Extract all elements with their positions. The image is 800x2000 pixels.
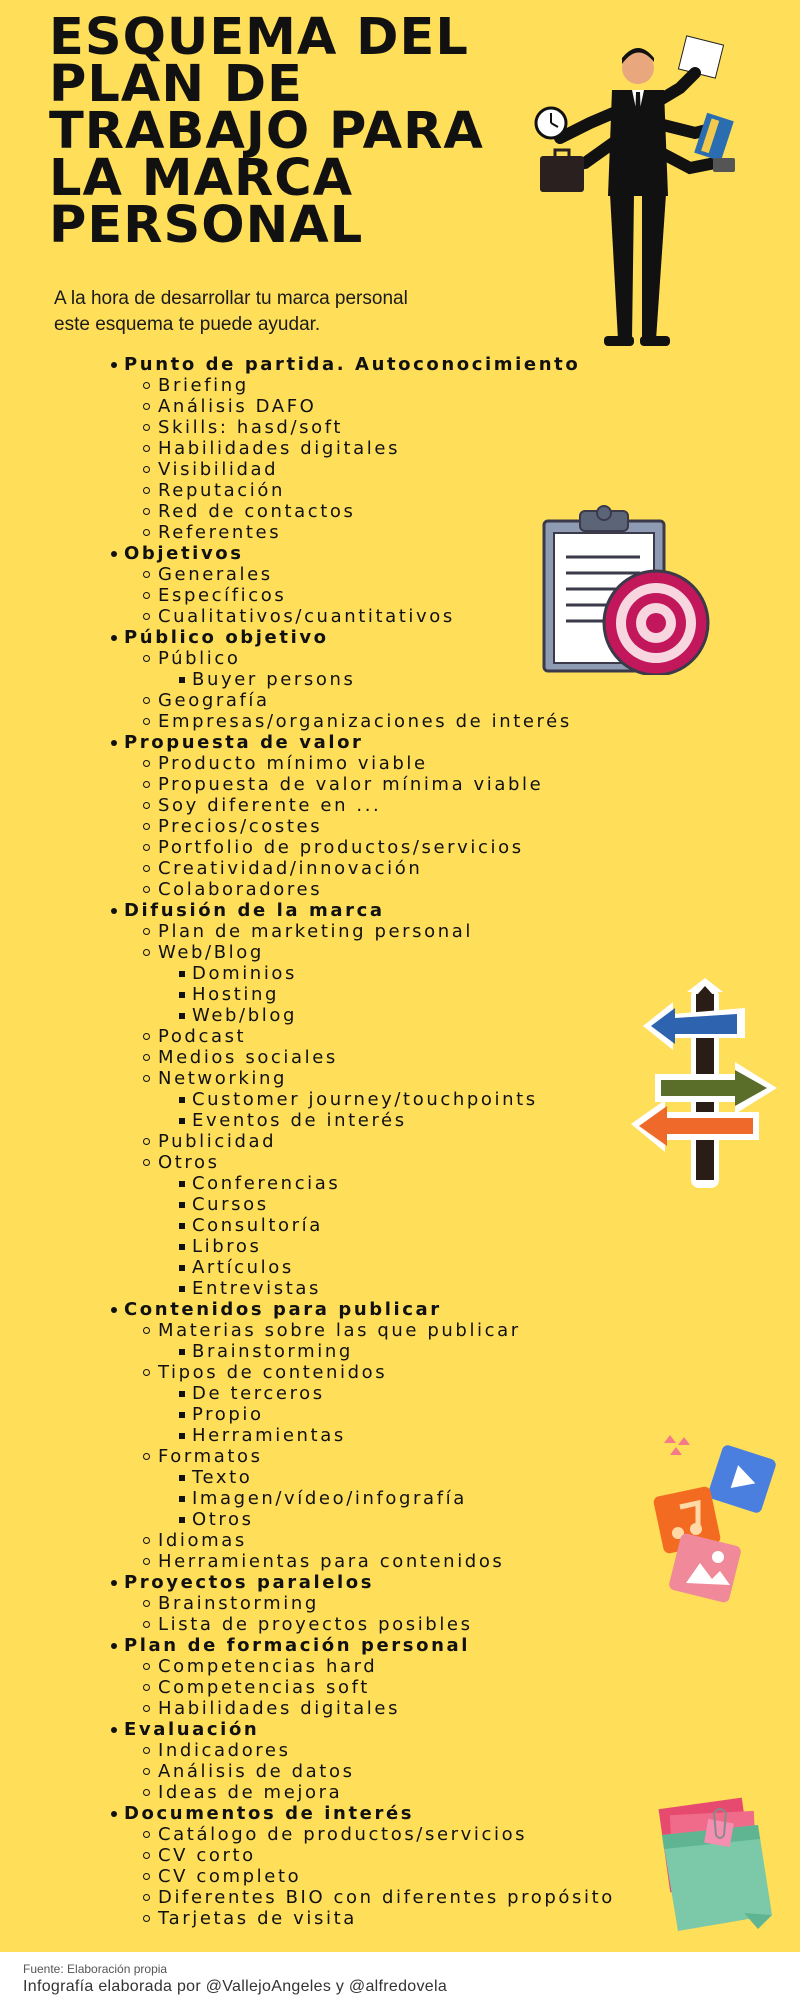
detail-item: Hosting [90, 984, 670, 1005]
section-item: Evaluación [90, 1719, 670, 1740]
detail-item: Web/blog [90, 1005, 670, 1026]
subsection-item: Lista de proyectos posibles [90, 1614, 670, 1635]
subsection-item: Empresas/organizaciones de interés [90, 711, 670, 732]
subsection-item: Habilidades digitales [90, 438, 670, 459]
intro-line: A la hora de desarrollar tu marca personal [54, 288, 408, 309]
subsection-item: Briefing [90, 375, 670, 396]
subsection-item: Red de contactos [90, 501, 670, 522]
section-item: Público objetivo [90, 627, 670, 648]
subsection-item: Skills: hasd/soft [90, 417, 670, 438]
subsection-item: CV completo [90, 1866, 670, 1887]
subsection-item: Indicadores [90, 1740, 670, 1761]
subsection-item: Ideas de mejora [90, 1782, 670, 1803]
clipboard-target-icon [540, 505, 715, 675]
subsection-item: Colaboradores [90, 879, 670, 900]
subsection-item: Público [90, 648, 670, 669]
title-line: PERSONAL [49, 196, 364, 255]
footer [0, 1952, 800, 2000]
media-formats-icon [648, 1433, 783, 1608]
intro-text [54, 286, 494, 338]
subsection-item: Cualitativos/cuantitativos [90, 606, 670, 627]
subsection-item: Reputación [90, 480, 670, 501]
source-note: Fuente: Elaboración propia [23, 1962, 168, 1976]
title-line: LA MARCA [49, 149, 354, 208]
section-item: Contenidos para publicar [90, 1299, 670, 1320]
subsection-item: Medios sociales [90, 1047, 670, 1068]
detail-item: Herramientas [90, 1425, 670, 1446]
businessman-multitasking-icon [530, 28, 740, 353]
detail-item: Imagen/vídeo/infografía [90, 1488, 670, 1509]
detail-item: Conferencias [90, 1173, 670, 1194]
subsection-item: Plan de marketing personal [90, 921, 670, 942]
subsection-item: Competencias hard [90, 1656, 670, 1677]
detail-item: Eventos de interés [90, 1110, 670, 1131]
signpost-arrows-icon [625, 978, 790, 1193]
subsection-item: Networking [90, 1068, 670, 1089]
section-item: Proyectos paralelos [90, 1572, 670, 1593]
subsection-item: Referentes [90, 522, 670, 543]
detail-item: Libros [90, 1236, 670, 1257]
title-line: PLAN DE [49, 55, 303, 114]
subsection-item: Portfolio de productos/servicios [90, 837, 670, 858]
subsection-item: Brainstorming [90, 1593, 670, 1614]
page-title [49, 8, 529, 255]
sticky-notes-icon [654, 1795, 779, 1935]
title-line: ESQUEMA DEL [49, 8, 469, 67]
section-item: Documentos de interés [90, 1803, 670, 1824]
section-item: Punto de partida. Autoconocimiento [90, 354, 670, 375]
detail-item: Cursos [90, 1194, 670, 1215]
subsection-item: Producto mínimo viable [90, 753, 670, 774]
subsection-item: Visibilidad [90, 459, 670, 480]
detail-item: Dominios [90, 963, 670, 984]
detail-item: De terceros [90, 1383, 670, 1404]
section-item: Difusión de la marca [90, 900, 670, 921]
detail-item: Texto [90, 1467, 670, 1488]
detail-item: Otros [90, 1509, 670, 1530]
subsection-item: Precios/costes [90, 816, 670, 837]
detail-item: Artículos [90, 1257, 670, 1278]
subsection-item: Podcast [90, 1026, 670, 1047]
title-line: TRABAJO PARA [49, 102, 484, 161]
subsection-item: Catálogo de productos/servicios [90, 1824, 670, 1845]
subsection-item: Propuesta de valor mínima viable [90, 774, 670, 795]
detail-item: Propio [90, 1404, 670, 1425]
credits-note: Infografía elaborada por @VallejoAngeles y @alfredovela [23, 1978, 448, 1995]
subsection-item: Habilidades digitales [90, 1698, 670, 1719]
subsection-item: Diferentes BIO con diferentes propósito [90, 1887, 670, 1908]
subsection-item: Materias sobre las que publicar [90, 1320, 670, 1341]
subsection-item: Formatos [90, 1446, 670, 1467]
subsection-item: Competencias soft [90, 1677, 670, 1698]
detail-item: Brainstorming [90, 1341, 670, 1362]
subsection-item: Generales [90, 564, 670, 585]
subsection-item: Publicidad [90, 1131, 670, 1152]
detail-item: Consultoría [90, 1215, 670, 1236]
subsection-item: Específicos [90, 585, 670, 606]
subsection-item: CV corto [90, 1845, 670, 1866]
detail-item: Customer journey/touchpoints [90, 1089, 670, 1110]
detail-item: Entrevistas [90, 1278, 670, 1299]
subsection-item: Soy diferente en ... [90, 795, 670, 816]
detail-item: Buyer persons [90, 669, 670, 690]
subsection-item: Creatividad/innovación [90, 858, 670, 879]
subsection-item: Análisis DAFO [90, 396, 670, 417]
section-item: Plan de formación personal [90, 1635, 670, 1656]
subsection-item: Web/Blog [90, 942, 670, 963]
subsection-item: Geografía [90, 690, 670, 711]
section-item: Objetivos [90, 543, 670, 564]
subsection-item: Análisis de datos [90, 1761, 670, 1782]
subsection-item: Otros [90, 1152, 670, 1173]
subsection-item: Herramientas para contenidos [90, 1551, 670, 1572]
section-item: Propuesta de valor [90, 732, 670, 753]
intro-line: este esquema te puede ayudar. [54, 314, 321, 335]
subsection-item: Tarjetas de visita [90, 1908, 670, 1929]
subsection-item: Idiomas [90, 1530, 670, 1551]
subsection-item: Tipos de contenidos [90, 1362, 670, 1383]
